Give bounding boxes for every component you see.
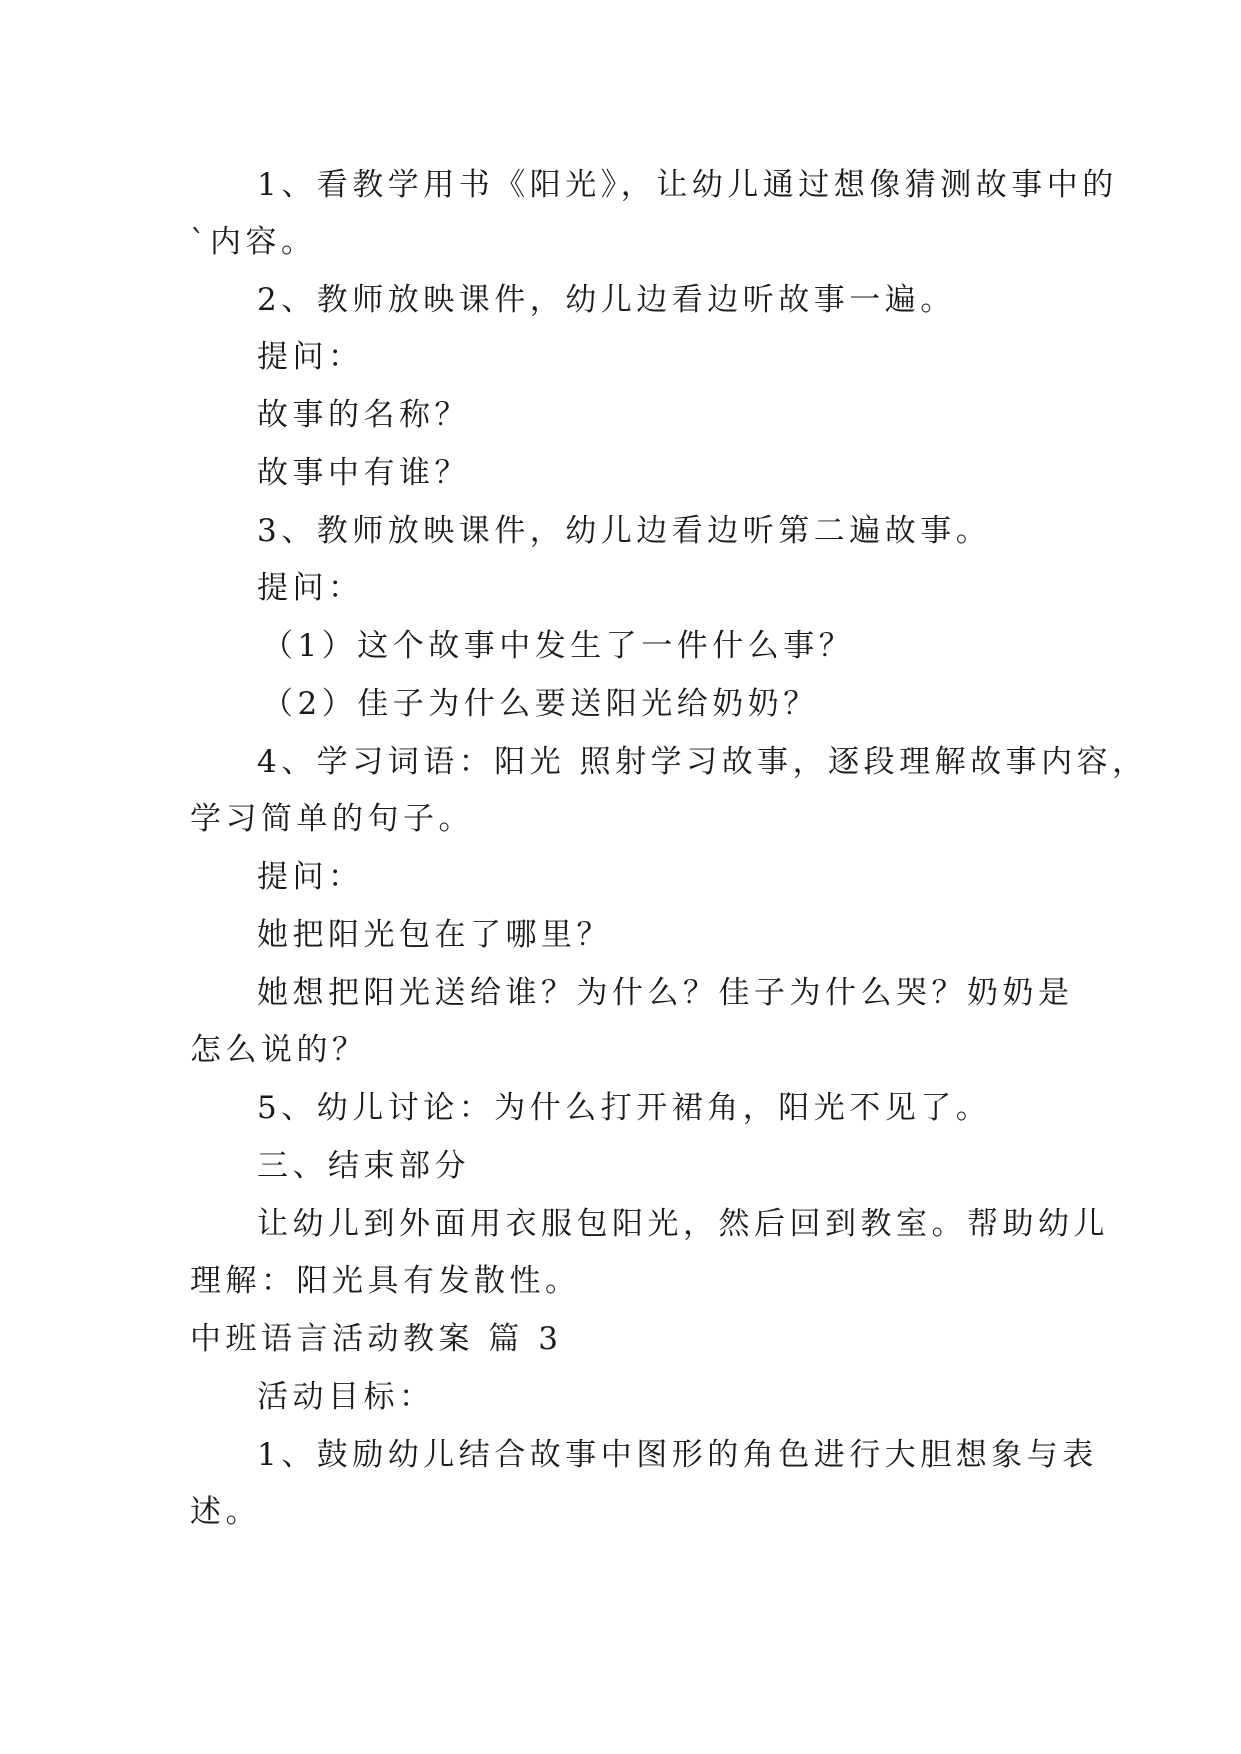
paragraph-line: 故事中有谁？	[257, 455, 470, 491]
paragraph-line: 提问：	[257, 570, 364, 606]
paragraph-line: 她把阳光包在了哪里？	[257, 917, 612, 953]
paragraph-line: 提问：	[257, 859, 364, 895]
paragraph-line: 理解：阳光具有发散性。	[190, 1263, 581, 1299]
paragraph-line: 1、鼓励幼儿结合故事中图形的角色进行大胆想象与表	[257, 1437, 1098, 1473]
paragraph-line: 故事的名称？	[257, 397, 470, 433]
section-heading: 中班语言活动教案 篇 3	[190, 1321, 563, 1357]
paragraph-line: 怎么说的？	[190, 1032, 368, 1068]
paragraph-line: 提问：	[257, 339, 364, 375]
paragraph-line: 1、看教学用书《阳光》，让幼儿通过想像猜测故事中的	[257, 167, 1118, 203]
paragraph-line: 她想把阳光送给谁？为什么？佳子为什么哭？奶奶是	[257, 975, 1074, 1011]
paragraph-line: 活动目标：	[257, 1379, 435, 1415]
paragraph-line: 4、学习词语：阳光 照射学习故事，逐段理解故事内容，	[257, 744, 1148, 780]
paragraph-line: （2）佳子为什么要送阳光给奶奶？	[262, 686, 819, 722]
paragraph-line: 2、教师放映课件，幼儿边看边听故事一遍。	[257, 282, 956, 318]
paragraph-line: 5、幼儿讨论：为什么打开裙角，阳光不见了。	[257, 1090, 992, 1126]
paragraph-line: 3、教师放映课件，幼儿边看边听第二遍故事。	[257, 513, 992, 549]
paragraph-line: （1）这个故事中发生了一件什么事？	[262, 628, 855, 664]
paragraph-line: `内容。	[190, 224, 317, 260]
paragraph-line: 学习简单的句子。	[190, 801, 474, 837]
paragraph-line: 述。	[190, 1494, 261, 1530]
paragraph-line: 让幼儿到外面用衣服包阳光，然后回到教室。帮助幼儿	[257, 1206, 1109, 1242]
paragraph-line: 三、结束部分	[257, 1148, 470, 1184]
